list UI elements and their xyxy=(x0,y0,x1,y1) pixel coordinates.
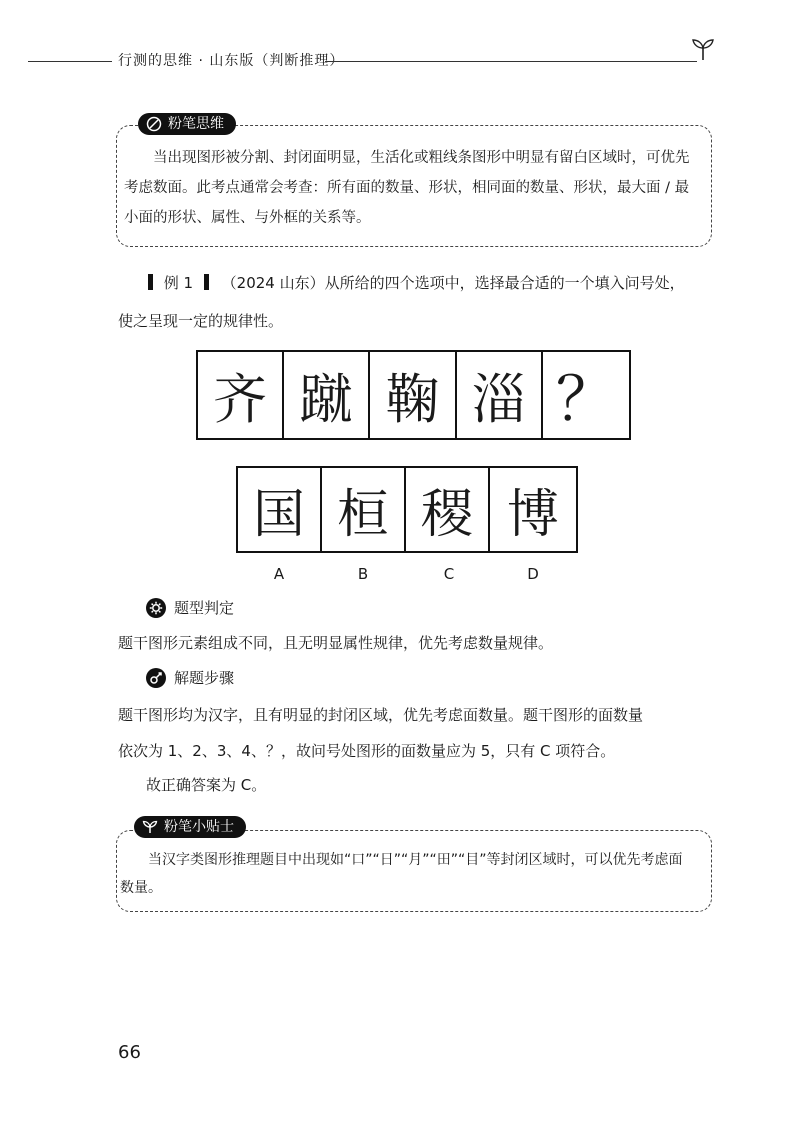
header-rule-left xyxy=(28,61,112,62)
question-mark-cell: ？ xyxy=(555,365,616,435)
thinking-label-text: 粉笔思维 xyxy=(168,116,224,132)
steps-line-1: 题干图形均为汉字，且有明显的封闭区域，优先考虑面数量。题干图形的面数量 xyxy=(118,706,644,724)
option-label-b: B xyxy=(357,565,369,583)
question-figure-row xyxy=(196,350,631,440)
question-cell: 淄 xyxy=(457,352,543,438)
example-bar-left xyxy=(148,274,153,290)
thinking-label xyxy=(138,113,236,135)
type-section-heading xyxy=(146,597,234,618)
steps-line-2: 依次为 1、2、3、4、？，故问号处图形的面数量应为 5，只有 C 项符合。 xyxy=(118,742,616,760)
example-heading xyxy=(148,272,685,293)
example-bar-right xyxy=(204,274,209,290)
steps-section-title: 解题步骤 xyxy=(174,669,235,687)
example-source: （2024 山东） xyxy=(221,274,325,292)
option-label-d: D xyxy=(527,565,539,583)
sprout-icon xyxy=(690,38,716,62)
steps-line-3: 故正确答案为 C。 xyxy=(146,776,267,794)
option-label-c: C xyxy=(443,565,455,583)
thinking-text: 当出现图形被分割、封闭面明显，生活化或粗线条图形中明显有留白区域时，可优先考虑数面。此考点通常会考查：所有面的数量、形状，相同面的数量、形状，最大面 / 最小面的形状、属性、与外框的关系等。 xyxy=(124,150,690,226)
options-figure-row xyxy=(236,466,578,553)
leaf-icon xyxy=(146,116,162,132)
option-cell-c: 稷 xyxy=(406,468,490,551)
option-label-a: A xyxy=(273,565,285,583)
gear-icon xyxy=(146,598,166,618)
sprout-icon xyxy=(142,820,158,834)
pen-icon xyxy=(146,668,166,688)
option-cell-d: 博 xyxy=(507,485,560,545)
example-question-line1: 从所给的四个选项中，选择最合适的一个填入问号处， xyxy=(324,274,685,292)
option-cell-a: 国 xyxy=(238,468,322,551)
tips-text: 当汉字类图形推理题目中出现如“口”“日”“月”“田”“目”等封闭区域时，可以优先考虑面数量。 xyxy=(120,852,683,896)
question-cell: 鞠 xyxy=(370,352,456,438)
header-rule-right xyxy=(325,61,697,62)
tips-label xyxy=(134,816,246,838)
question-cell: 齐 xyxy=(198,352,284,438)
example-label: 例 1 xyxy=(163,274,194,292)
example-question-line2: 使之呈现一定的规律性。 xyxy=(118,312,284,330)
steps-section-heading xyxy=(146,667,234,688)
option-cell-b: 桓 xyxy=(322,468,406,551)
tips-label-text: 粉笔小贴士 xyxy=(164,819,234,835)
type-section-title: 题型判定 xyxy=(174,599,235,617)
type-section-text: 题干图形元素组成不同，且无明显属性规律，优先考虑数量规律。 xyxy=(118,634,554,652)
question-cell: 蹴 xyxy=(284,352,370,438)
page-number: 66 xyxy=(118,1042,141,1063)
header-title: 行测的思维 · 山东版（判断推理） xyxy=(118,53,345,69)
